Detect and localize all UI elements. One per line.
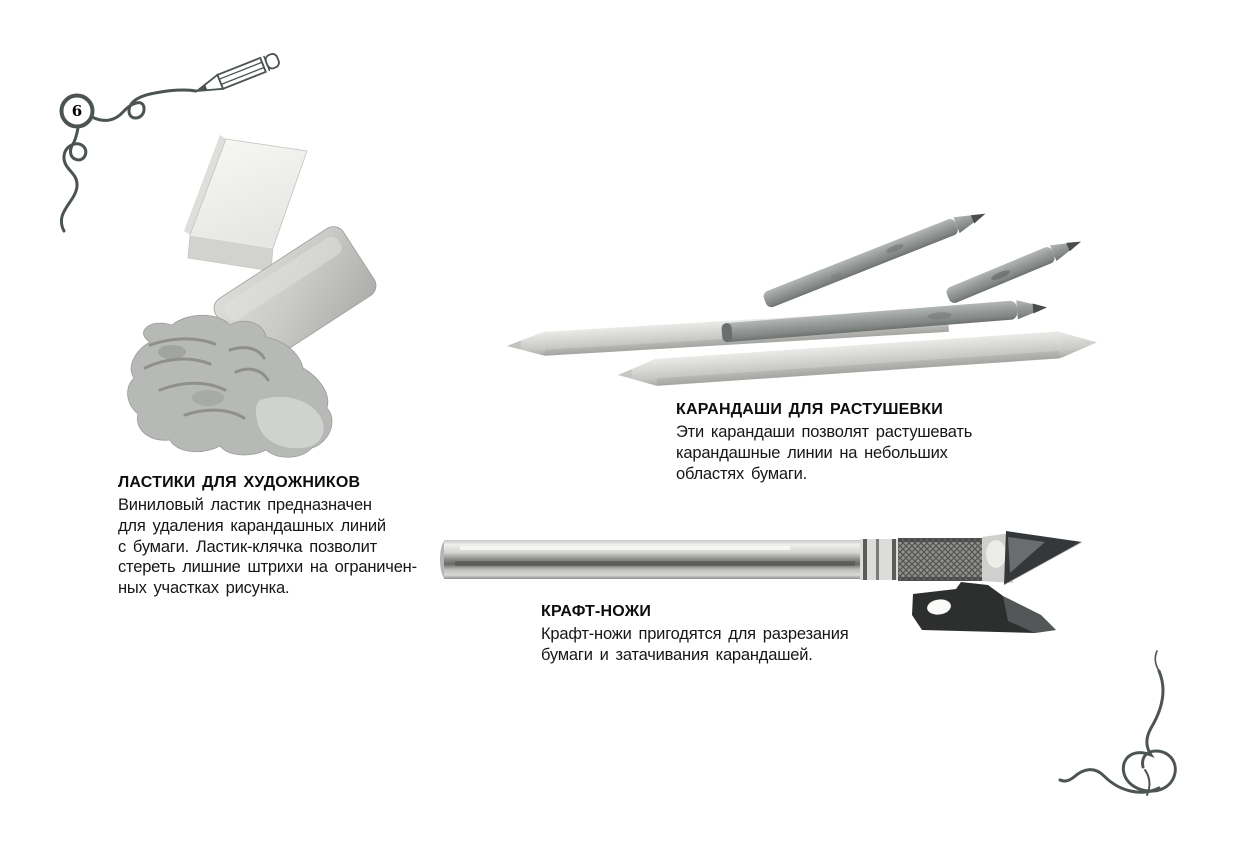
page-number: 6	[71, 102, 83, 120]
section-knives-line: Крафт-ножи пригодятся для разрезания	[541, 625, 849, 643]
blending-stumps-photo	[506, 206, 1098, 389]
section-knives-line: бумаги и затачивания карандашей.	[541, 645, 813, 664]
section-knives	[541, 603, 848, 666]
section-erasers-line: для удаления карандашных линий	[118, 516, 386, 535]
section-stumps-heading: КАРАНДАШИ ДЛЯ РАСТУШЕВКИ	[676, 401, 943, 418]
section-erasers-line: Виниловый ластик предназначен	[118, 496, 372, 514]
erasers-photo	[128, 135, 381, 457]
section-knives-heading: КРАФТ-НОЖИ	[541, 603, 652, 620]
section-erasers-line: стереть лишние штрихи на ограничен-	[118, 558, 417, 577]
section-stumps-line: карандашные линии на небольших	[676, 443, 948, 462]
section-stumps-line: областях бумаги.	[676, 464, 808, 483]
section-erasers-line: ных участках рисунка.	[118, 579, 290, 598]
section-erasers-heading: ЛАСТИКИ ДЛЯ ХУДОЖНИКОВ	[118, 474, 361, 491]
section-stumps-line: Эти карандаши позволят растушевать	[676, 423, 973, 441]
section-erasers-line: с бумаги. Ластик-клячка позволит	[118, 537, 377, 556]
section-stumps	[676, 401, 972, 484]
corner-flourish-icon	[1060, 651, 1175, 795]
section-erasers	[118, 474, 417, 599]
